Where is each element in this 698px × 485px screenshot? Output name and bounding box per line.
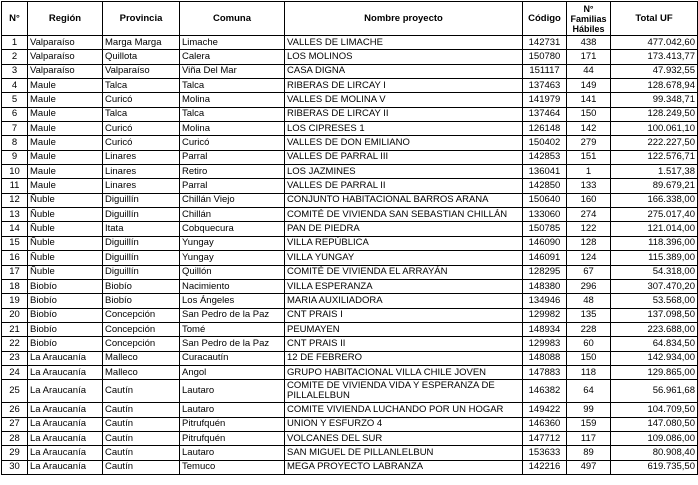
cell-familias: 142 bbox=[567, 122, 611, 136]
cell-n: 21 bbox=[2, 322, 28, 336]
cell-proyecto: VOLCANES DEL SUR bbox=[285, 431, 523, 445]
cell-proyecto: VALLES DE PARRAL III bbox=[285, 150, 523, 164]
cell-total: 53.568,00 bbox=[611, 294, 698, 308]
cell-codigo: 126148 bbox=[523, 122, 567, 136]
table-body bbox=[2, 36, 698, 475]
cell-n: 10 bbox=[2, 165, 28, 179]
cell-provincia: Diguillín bbox=[103, 265, 180, 279]
cell-region: Ñuble bbox=[28, 265, 103, 279]
cell-region: La Araucanía bbox=[28, 431, 103, 445]
cell-total: 56.961,68 bbox=[611, 380, 698, 403]
cell-region: Biobío bbox=[28, 279, 103, 293]
cell-comuna: Calera bbox=[180, 50, 285, 64]
cell-comuna: San Pedro de la Paz bbox=[180, 308, 285, 322]
cell-proyecto: CNT PRAIS I bbox=[285, 308, 523, 322]
cell-familias: 118 bbox=[567, 365, 611, 379]
cell-total: 104.709,50 bbox=[611, 403, 698, 417]
cell-region: Ñuble bbox=[28, 193, 103, 207]
cell-familias: 141 bbox=[567, 93, 611, 107]
projects-table bbox=[1, 1, 698, 475]
cell-provincia: Quillota bbox=[103, 50, 180, 64]
cell-codigo: 146382 bbox=[523, 380, 567, 403]
cell-familias: 1 bbox=[567, 165, 611, 179]
table-row bbox=[2, 150, 698, 164]
table-row bbox=[2, 460, 698, 474]
cell-familias: 122 bbox=[567, 222, 611, 236]
cell-n: 28 bbox=[2, 431, 28, 445]
cell-region: Biobío bbox=[28, 337, 103, 351]
cell-total: 89.679,21 bbox=[611, 179, 698, 193]
header-familias-line3: Hábiles bbox=[572, 23, 605, 34]
cell-familias: 228 bbox=[567, 322, 611, 336]
cell-n: 15 bbox=[2, 236, 28, 250]
table-row bbox=[2, 36, 698, 50]
cell-familias: 279 bbox=[567, 136, 611, 150]
cell-provincia: Curicó bbox=[103, 122, 180, 136]
cell-comuna: Nacimiento bbox=[180, 279, 285, 293]
cell-proyecto: COMITÉ DE VIVIENDA SAN SEBASTIAN CHILLÁN bbox=[285, 208, 523, 222]
table-row bbox=[2, 165, 698, 179]
cell-codigo: 149422 bbox=[523, 403, 567, 417]
cell-comuna: Curacautín bbox=[180, 351, 285, 365]
cell-total: 129.865,00 bbox=[611, 365, 698, 379]
cell-n: 29 bbox=[2, 446, 28, 460]
table-row bbox=[2, 308, 698, 322]
cell-total: 99.348,71 bbox=[611, 93, 698, 107]
cell-familias: 67 bbox=[567, 265, 611, 279]
cell-n: 22 bbox=[2, 337, 28, 351]
header-familias-line1: N° bbox=[583, 3, 594, 14]
cell-total: 142.934,00 bbox=[611, 351, 698, 365]
header-provincia: Provincia bbox=[103, 2, 180, 36]
header-comuna: Comuna bbox=[180, 2, 285, 36]
cell-proyecto: GRUPO HABITACIONAL VILLA CHILE JOVEN bbox=[285, 365, 523, 379]
cell-proyecto: COMITE DE VIVIENDA VIDA Y ESPERANZA DE PILLALELBUN bbox=[285, 380, 523, 403]
header-proyecto: Nombre proyecto bbox=[285, 2, 523, 36]
cell-comuna: Yungay bbox=[180, 251, 285, 265]
cell-n: 1 bbox=[2, 36, 28, 50]
cell-region: La Araucanía bbox=[28, 417, 103, 431]
cell-proyecto: CONJUNTO HABITACIONAL BARROS ARANA bbox=[285, 193, 523, 207]
cell-provincia: Diguillín bbox=[103, 236, 180, 250]
cell-provincia: Cautín bbox=[103, 417, 180, 431]
table-row bbox=[2, 222, 698, 236]
cell-provincia: Biobío bbox=[103, 294, 180, 308]
cell-provincia: Curicó bbox=[103, 93, 180, 107]
cell-provincia: Diguillín bbox=[103, 251, 180, 265]
cell-familias: 296 bbox=[567, 279, 611, 293]
cell-proyecto: COMITÉ DE VIVIENDA EL ARRAYÁN bbox=[285, 265, 523, 279]
cell-proyecto: VALLES DE MOLINA V bbox=[285, 93, 523, 107]
cell-familias: 150 bbox=[567, 351, 611, 365]
cell-codigo: 150785 bbox=[523, 222, 567, 236]
cell-comuna: Talca bbox=[180, 79, 285, 93]
cell-provincia: Biobío bbox=[103, 279, 180, 293]
table-row bbox=[2, 403, 698, 417]
table-row bbox=[2, 417, 698, 431]
table-row bbox=[2, 93, 698, 107]
cell-n: 5 bbox=[2, 93, 28, 107]
cell-codigo: 142850 bbox=[523, 179, 567, 193]
cell-region: Ñuble bbox=[28, 208, 103, 222]
cell-n: 30 bbox=[2, 460, 28, 474]
cell-codigo: 147712 bbox=[523, 431, 567, 445]
cell-region: Maule bbox=[28, 122, 103, 136]
cell-provincia: Linares bbox=[103, 165, 180, 179]
cell-provincia: Talca bbox=[103, 107, 180, 121]
cell-codigo: 150780 bbox=[523, 50, 567, 64]
table-row bbox=[2, 79, 698, 93]
cell-n: 26 bbox=[2, 403, 28, 417]
cell-familias: 171 bbox=[567, 50, 611, 64]
cell-codigo: 147883 bbox=[523, 365, 567, 379]
cell-comuna: San Pedro de la Paz bbox=[180, 337, 285, 351]
cell-provincia: Curicó bbox=[103, 136, 180, 150]
cell-comuna: Temuco bbox=[180, 460, 285, 474]
cell-proyecto: 12 DE FEBRERO bbox=[285, 351, 523, 365]
table-row bbox=[2, 294, 698, 308]
cell-comuna: Curicó bbox=[180, 136, 285, 150]
cell-comuna: Tomé bbox=[180, 322, 285, 336]
cell-n: 24 bbox=[2, 365, 28, 379]
cell-n: 23 bbox=[2, 351, 28, 365]
cell-comuna: Chillán Viejo bbox=[180, 193, 285, 207]
cell-comuna: Limache bbox=[180, 36, 285, 50]
cell-n: 9 bbox=[2, 150, 28, 164]
cell-comuna: Quillón bbox=[180, 265, 285, 279]
cell-comuna: Lautaro bbox=[180, 380, 285, 403]
cell-codigo: 148380 bbox=[523, 279, 567, 293]
cell-total: 147.080,50 bbox=[611, 417, 698, 431]
cell-total: 166.338,00 bbox=[611, 193, 698, 207]
cell-codigo: 150402 bbox=[523, 136, 567, 150]
table-row bbox=[2, 365, 698, 379]
header-region: Región bbox=[28, 2, 103, 36]
cell-codigo: 148088 bbox=[523, 351, 567, 365]
table-row bbox=[2, 50, 698, 64]
cell-provincia: Cautín bbox=[103, 446, 180, 460]
table-row bbox=[2, 64, 698, 78]
cell-comuna: Pitrufquén bbox=[180, 417, 285, 431]
cell-total: 128.678,94 bbox=[611, 79, 698, 93]
cell-provincia: Cautín bbox=[103, 403, 180, 417]
cell-region: Valparaíso bbox=[28, 50, 103, 64]
table-row bbox=[2, 251, 698, 265]
cell-comuna: Chillán bbox=[180, 208, 285, 222]
table-row bbox=[2, 279, 698, 293]
table-row bbox=[2, 107, 698, 121]
cell-comuna: Los Ángeles bbox=[180, 294, 285, 308]
cell-region: Ñuble bbox=[28, 222, 103, 236]
cell-region: Maule bbox=[28, 179, 103, 193]
cell-region: Valparaíso bbox=[28, 64, 103, 78]
cell-proyecto: VALLES DE DON EMILIANO bbox=[285, 136, 523, 150]
cell-codigo: 153633 bbox=[523, 446, 567, 460]
cell-total: 307.470,20 bbox=[611, 279, 698, 293]
cell-codigo: 128295 bbox=[523, 265, 567, 279]
cell-region: Maule bbox=[28, 165, 103, 179]
cell-codigo: 137464 bbox=[523, 107, 567, 121]
cell-provincia: Cautín bbox=[103, 431, 180, 445]
cell-n: 20 bbox=[2, 308, 28, 322]
header-familias bbox=[567, 2, 611, 36]
cell-codigo: 142731 bbox=[523, 36, 567, 50]
cell-n: 19 bbox=[2, 294, 28, 308]
cell-region: Maule bbox=[28, 136, 103, 150]
cell-proyecto: PAN DE PIEDRA bbox=[285, 222, 523, 236]
header-n: N° bbox=[2, 2, 28, 36]
cell-familias: 89 bbox=[567, 446, 611, 460]
cell-region: Ñuble bbox=[28, 236, 103, 250]
cell-n: 16 bbox=[2, 251, 28, 265]
table-row bbox=[2, 208, 698, 222]
cell-comuna: Molina bbox=[180, 93, 285, 107]
cell-familias: 160 bbox=[567, 193, 611, 207]
cell-proyecto: VALLES DE LIMACHE bbox=[285, 36, 523, 50]
cell-comuna: Lautaro bbox=[180, 403, 285, 417]
cell-codigo: 134946 bbox=[523, 294, 567, 308]
cell-proyecto: LOS JAZMINES bbox=[285, 165, 523, 179]
cell-total: 173.413,77 bbox=[611, 50, 698, 64]
cell-familias: 44 bbox=[567, 64, 611, 78]
cell-region: La Araucanía bbox=[28, 380, 103, 403]
cell-proyecto: PEUMAYEN bbox=[285, 322, 523, 336]
cell-codigo: 146090 bbox=[523, 236, 567, 250]
table-row bbox=[2, 136, 698, 150]
cell-total: 64.834,50 bbox=[611, 337, 698, 351]
cell-n: 17 bbox=[2, 265, 28, 279]
cell-total: 47.932,55 bbox=[611, 64, 698, 78]
cell-codigo: 151117 bbox=[523, 64, 567, 78]
cell-codigo: 129983 bbox=[523, 337, 567, 351]
table-row bbox=[2, 193, 698, 207]
cell-codigo: 146091 bbox=[523, 251, 567, 265]
cell-familias: 99 bbox=[567, 403, 611, 417]
cell-n: 14 bbox=[2, 222, 28, 236]
cell-familias: 150 bbox=[567, 107, 611, 121]
cell-proyecto: RIBERAS DE LIRCAY II bbox=[285, 107, 523, 121]
cell-familias: 149 bbox=[567, 79, 611, 93]
table-row bbox=[2, 122, 698, 136]
table-row bbox=[2, 322, 698, 336]
cell-provincia: Concepción bbox=[103, 322, 180, 336]
cell-familias: 438 bbox=[567, 36, 611, 50]
header-codigo: Código bbox=[523, 2, 567, 36]
cell-provincia: Cautín bbox=[103, 460, 180, 474]
cell-total: 223.688,00 bbox=[611, 322, 698, 336]
cell-familias: 128 bbox=[567, 236, 611, 250]
cell-total: 54.318,00 bbox=[611, 265, 698, 279]
cell-proyecto: LOS CIPRESES 1 bbox=[285, 122, 523, 136]
cell-codigo: 133060 bbox=[523, 208, 567, 222]
cell-n: 27 bbox=[2, 417, 28, 431]
cell-provincia: Valparaíso bbox=[103, 64, 180, 78]
cell-familias: 274 bbox=[567, 208, 611, 222]
cell-proyecto: UNION Y ESFURZO 4 bbox=[285, 417, 523, 431]
cell-region: Maule bbox=[28, 79, 103, 93]
cell-comuna: Angol bbox=[180, 365, 285, 379]
cell-provincia: Itata bbox=[103, 222, 180, 236]
cell-proyecto: LOS MOLINOS bbox=[285, 50, 523, 64]
cell-provincia: Concepción bbox=[103, 308, 180, 322]
table-row bbox=[2, 380, 698, 403]
cell-n: 13 bbox=[2, 208, 28, 222]
cell-region: Maule bbox=[28, 150, 103, 164]
cell-proyecto: CNT PRAIS II bbox=[285, 337, 523, 351]
cell-n: 25 bbox=[2, 380, 28, 403]
cell-provincia: Marga Marga bbox=[103, 36, 180, 50]
cell-proyecto: MEGA PROYECTO LABRANZA bbox=[285, 460, 523, 474]
cell-familias: 135 bbox=[567, 308, 611, 322]
cell-total: 115.389,00 bbox=[611, 251, 698, 265]
cell-total: 137.098,50 bbox=[611, 308, 698, 322]
cell-familias: 497 bbox=[567, 460, 611, 474]
cell-comuna: Retiro bbox=[180, 165, 285, 179]
cell-region: Biobío bbox=[28, 322, 103, 336]
cell-codigo: 148934 bbox=[523, 322, 567, 336]
cell-total: 128.249,50 bbox=[611, 107, 698, 121]
cell-total: 122.576,71 bbox=[611, 150, 698, 164]
cell-proyecto: MARIA AUXILIADORA bbox=[285, 294, 523, 308]
cell-provincia: Linares bbox=[103, 150, 180, 164]
cell-n: 2 bbox=[2, 50, 28, 64]
cell-familias: 133 bbox=[567, 179, 611, 193]
cell-region: Maule bbox=[28, 107, 103, 121]
table-row bbox=[2, 431, 698, 445]
cell-codigo: 150640 bbox=[523, 193, 567, 207]
cell-comuna: Talca bbox=[180, 107, 285, 121]
cell-proyecto: RIBERAS DE LIRCAY I bbox=[285, 79, 523, 93]
cell-codigo: 141979 bbox=[523, 93, 567, 107]
cell-comuna: Lautaro bbox=[180, 446, 285, 460]
cell-provincia: Diguillín bbox=[103, 208, 180, 222]
cell-region: La Araucanía bbox=[28, 460, 103, 474]
cell-provincia: Malleco bbox=[103, 365, 180, 379]
table-row bbox=[2, 351, 698, 365]
cell-familias: 60 bbox=[567, 337, 611, 351]
header-familias-line2: Familias bbox=[570, 13, 607, 24]
cell-codigo: 146360 bbox=[523, 417, 567, 431]
cell-codigo: 142853 bbox=[523, 150, 567, 164]
cell-total: 121.014,00 bbox=[611, 222, 698, 236]
cell-provincia: Malleco bbox=[103, 351, 180, 365]
cell-proyecto: COMITE VIVIENDA LUCHANDO POR UN HOGAR bbox=[285, 403, 523, 417]
cell-region: La Araucanía bbox=[28, 365, 103, 379]
cell-proyecto: CASA DIGNA bbox=[285, 64, 523, 78]
cell-region: Ñuble bbox=[28, 251, 103, 265]
cell-n: 8 bbox=[2, 136, 28, 150]
cell-provincia: Concepción bbox=[103, 337, 180, 351]
cell-region: Biobío bbox=[28, 308, 103, 322]
cell-region: Biobío bbox=[28, 294, 103, 308]
cell-total: 1.517,38 bbox=[611, 165, 698, 179]
cell-codigo: 142216 bbox=[523, 460, 567, 474]
cell-provincia: Linares bbox=[103, 179, 180, 193]
cell-total: 477.042,60 bbox=[611, 36, 698, 50]
cell-familias: 117 bbox=[567, 431, 611, 445]
cell-n: 18 bbox=[2, 279, 28, 293]
table-row bbox=[2, 337, 698, 351]
table-row bbox=[2, 236, 698, 250]
header-total: Total UF bbox=[611, 2, 698, 36]
cell-total: 275.017,40 bbox=[611, 208, 698, 222]
cell-total: 109.086,00 bbox=[611, 431, 698, 445]
cell-familias: 159 bbox=[567, 417, 611, 431]
cell-comuna: Molina bbox=[180, 122, 285, 136]
cell-n: 4 bbox=[2, 79, 28, 93]
cell-total: 222.227,50 bbox=[611, 136, 698, 150]
cell-n: 12 bbox=[2, 193, 28, 207]
cell-familias: 64 bbox=[567, 380, 611, 403]
cell-n: 7 bbox=[2, 122, 28, 136]
cell-total: 80.908,40 bbox=[611, 446, 698, 460]
table-row bbox=[2, 265, 698, 279]
cell-familias: 48 bbox=[567, 294, 611, 308]
cell-codigo: 136041 bbox=[523, 165, 567, 179]
cell-proyecto: VALLES DE PARRAL II bbox=[285, 179, 523, 193]
cell-region: La Araucanía bbox=[28, 446, 103, 460]
cell-comuna: Viña Del Mar bbox=[180, 64, 285, 78]
cell-comuna: Cobquecura bbox=[180, 222, 285, 236]
cell-proyecto: VILLA YUNGAY bbox=[285, 251, 523, 265]
cell-proyecto: VILLA ESPERANZA bbox=[285, 279, 523, 293]
cell-region: La Araucanía bbox=[28, 351, 103, 365]
cell-codigo: 137463 bbox=[523, 79, 567, 93]
cell-total: 619.735,50 bbox=[611, 460, 698, 474]
cell-proyecto: SAN MIGUEL DE PILLANLELBUN bbox=[285, 446, 523, 460]
cell-region: La Araucanía bbox=[28, 403, 103, 417]
cell-n: 6 bbox=[2, 107, 28, 121]
cell-familias: 151 bbox=[567, 150, 611, 164]
cell-provincia: Cautín bbox=[103, 380, 180, 403]
cell-provincia: Talca bbox=[103, 79, 180, 93]
cell-total: 118.396,00 bbox=[611, 236, 698, 250]
cell-comuna: Pitrufquén bbox=[180, 431, 285, 445]
cell-comuna: Parral bbox=[180, 150, 285, 164]
cell-total: 100.061,10 bbox=[611, 122, 698, 136]
cell-comuna: Parral bbox=[180, 179, 285, 193]
table-row bbox=[2, 446, 698, 460]
cell-proyecto: VILLA REPÚBLICA bbox=[285, 236, 523, 250]
cell-region: Maule bbox=[28, 93, 103, 107]
cell-codigo: 129982 bbox=[523, 308, 567, 322]
cell-comuna: Yungay bbox=[180, 236, 285, 250]
table-row bbox=[2, 179, 698, 193]
cell-familias: 124 bbox=[567, 251, 611, 265]
cell-region: Valparaíso bbox=[28, 36, 103, 50]
cell-n: 11 bbox=[2, 179, 28, 193]
cell-provincia: Diguillín bbox=[103, 193, 180, 207]
header-row bbox=[2, 2, 698, 36]
cell-n: 3 bbox=[2, 64, 28, 78]
